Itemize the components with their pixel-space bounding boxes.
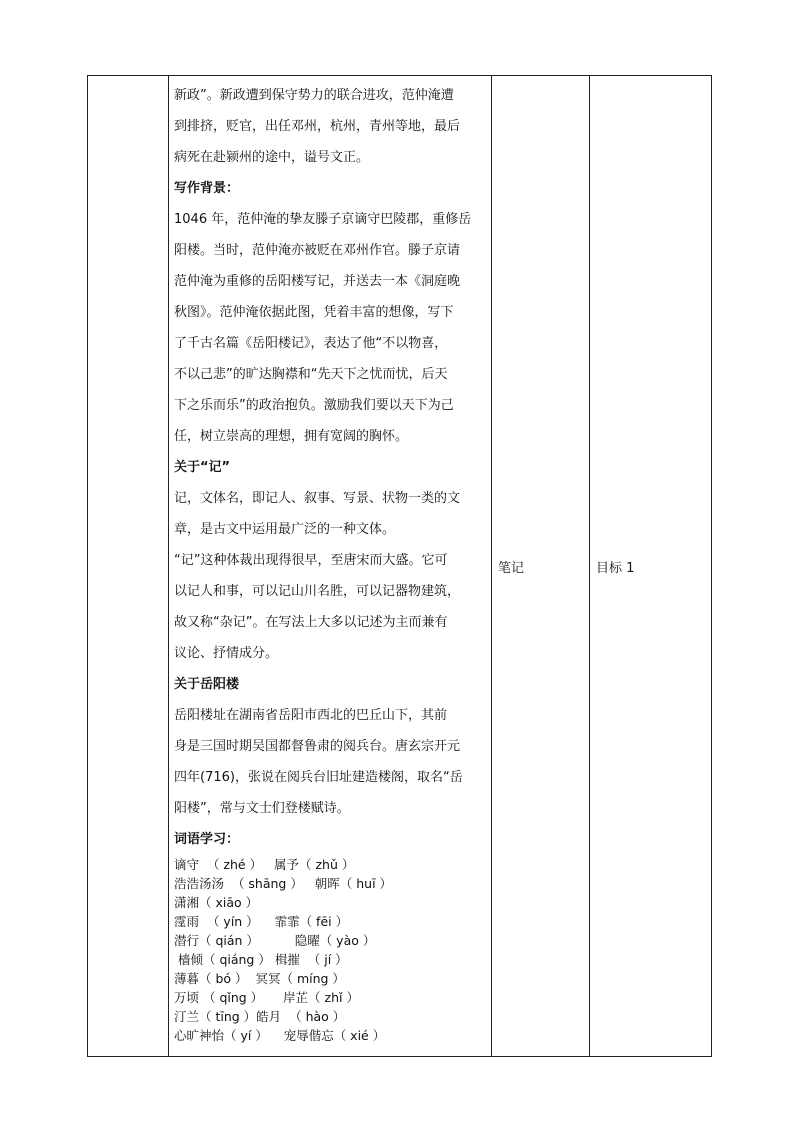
text-line: 以记人和事，可以记山川名胜，可以记器物建筑， <box>174 584 461 599</box>
text-line: 病死在赴颍州的途中，谥号文正。 <box>174 150 370 165</box>
vocab-line: 潇湘（ xiāo ） <box>174 895 259 910</box>
lesson-table <box>87 75 712 1057</box>
text-line: 议论、抒情成分。 <box>174 646 279 661</box>
empty-cell <box>88 76 169 1057</box>
vocab-line: 汀兰（ tīng ）皓月 （ hào ） <box>174 1009 346 1024</box>
content-cell <box>169 76 492 1057</box>
section-heading: 关于岳阳楼 <box>174 677 240 692</box>
text-line: 身是三国时期吴国都督鲁肃的阅兵台。唐玄宗开元 <box>174 739 461 754</box>
section-heading: 关于“记” <box>174 460 231 475</box>
text-line: 秋图》。范仲淹依据此图，凭着丰富的想像，写下 <box>174 305 454 320</box>
vocab-list <box>174 855 485 1045</box>
vocab-line: 心旷神怡（ yí ） 宠辱偕忘（ xié ） <box>174 1028 386 1043</box>
text-line: 了千古名篇《岳阳楼记》，表达了他“不以物喜， <box>174 336 448 351</box>
text-line: 下之乐而乐”的政治抱负。激励我们要以天下为己 <box>174 398 454 413</box>
text-line: 四年(716)，张说在阅兵台旧址建造楼阁，取名“岳 <box>174 770 463 785</box>
vocab-line: 万顷 （ qǐng ） 岸芷（ zhǐ ） <box>174 990 359 1005</box>
content-text <box>169 76 491 1045</box>
text-line: 任，树立崇高的理想，拥有宽阔的胸怀。 <box>174 429 409 444</box>
notes-cell <box>492 76 590 1057</box>
text-line: 1046 年，范仲淹的挚友滕子京谪守巴陵郡，重修岳 <box>174 212 472 227</box>
text-line: 阳楼。当时，范仲淹亦被贬在邓州作官。滕子京请 <box>174 243 461 258</box>
section-heading: 写作背景： <box>174 181 240 196</box>
text-line: 章，是古文中运用最广泛的一种文体。 <box>174 522 396 537</box>
goal-label: 目标 1 <box>596 560 635 576</box>
text-line: 阳楼”，常与文士们登楼赋诗。 <box>174 801 350 816</box>
text-line: 范仲淹为重修的岳阳楼写记，并送去一本《洞庭晚 <box>174 274 461 289</box>
table-row <box>88 76 712 1057</box>
goal-cell <box>590 76 712 1057</box>
text-line: 到排挤，贬官，出任邓州，杭州，青州等地，最后 <box>174 119 461 134</box>
vocab-line: 薄暮（ bó ） 冥冥（ míng ） <box>174 971 345 986</box>
vocab-line: 潜行（ qián ） 隐曜（ yào ） <box>174 933 376 948</box>
text-line: 故又称“杂记”。在写法上大多以记述为主而兼有 <box>174 615 448 630</box>
text-line: “记”这种体裁出现得很早，至唐宋而大盛。它可 <box>174 553 448 568</box>
text-line: 记，文体名，即记人、叙事、写景、状物一类的文 <box>174 491 461 506</box>
notes-label: 笔记 <box>498 560 525 576</box>
vocab-line: 霪雨 （ yín ） 霏霏（ fēi ） <box>174 914 349 929</box>
section-heading: 词语学习： <box>174 832 240 847</box>
vocab-line: 谪守 （ zhé ） 属予（ zhǔ ） <box>174 857 355 872</box>
vocab-line: 樯倾（ qiáng ） 楫摧 （ jí ） <box>174 952 348 967</box>
text-line: 岳阳楼址在湖南省岳阳市西北的巴丘山下，其前 <box>174 708 448 723</box>
text-line: 不以己悲”的旷达胸襟和“先天下之忧而忧，后天 <box>174 367 448 382</box>
vocab-line: 浩浩汤汤 （ shāng ） 朝晖（ huī ） <box>174 876 393 891</box>
text-line: 新政”。新政遭到保守势力的联合进攻，范仲淹遭 <box>174 88 454 103</box>
